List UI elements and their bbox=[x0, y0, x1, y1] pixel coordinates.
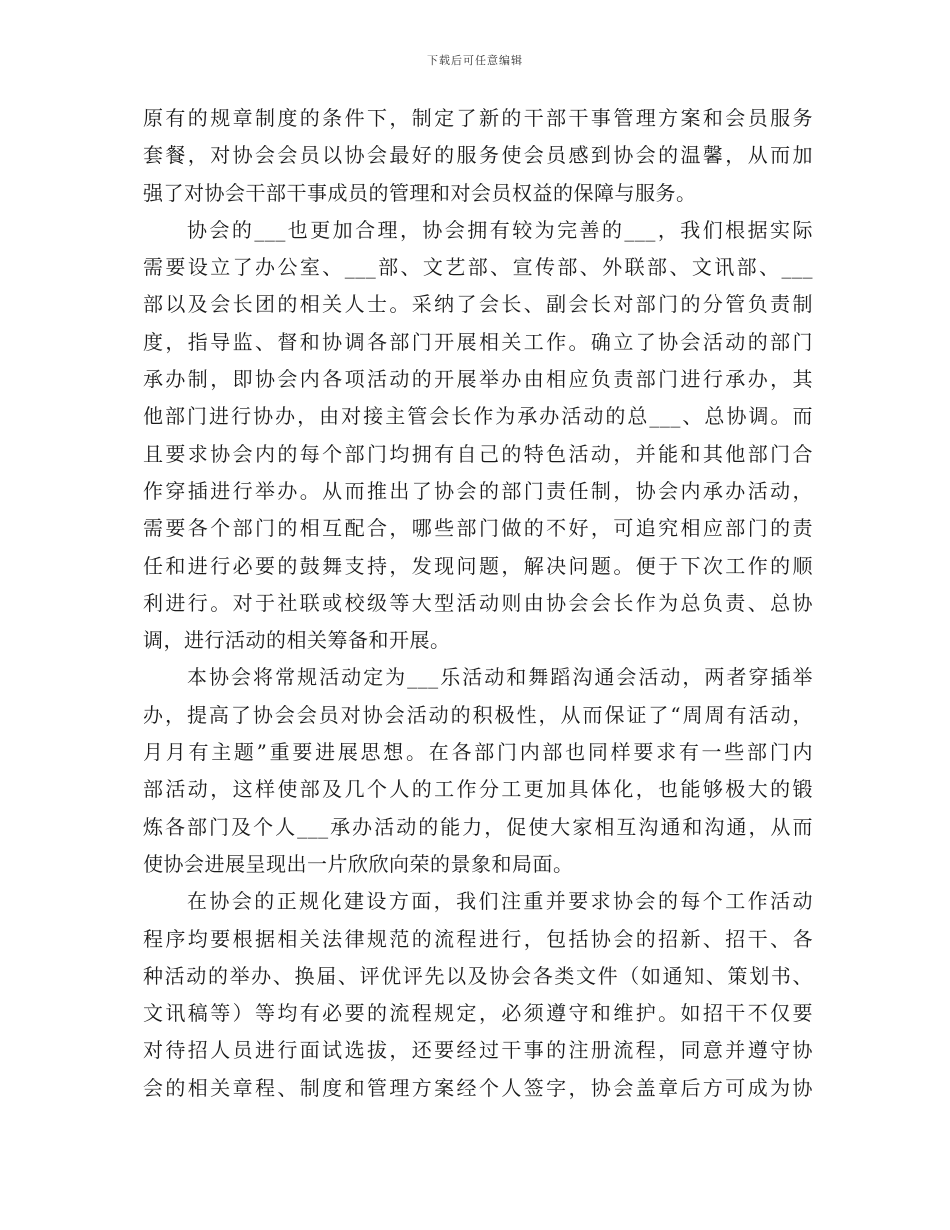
text-line: 利进行。对于社联或校级等大型活动则由协会会长作为总负责、总协 bbox=[143, 590, 813, 615]
text-line: 承办制，即协会内各项活动的开展举办由相应负责部门进行承办，其 bbox=[143, 367, 813, 392]
text-line: 强了对协会干部干事成员的管理和对会员权益的保障与服务。 bbox=[143, 180, 697, 205]
text-line: 文讯稿等）等均有必要的流程规定，必须遵守和维护。如招干不仅要 bbox=[143, 1001, 813, 1026]
text-line: 使协会进展呈现出一片欣欣向荣的景象和局面。 bbox=[143, 851, 574, 876]
text-line: 程序均要根据相关法律规范的流程进行，包括协会的招新、招干、各 bbox=[143, 926, 813, 951]
text-line: 调，进行活动的相关筹备和开展。 bbox=[143, 628, 451, 653]
text-line: 办，提高了协会会员对协会活动的积极性，从而保证了“周周有活动， bbox=[143, 702, 813, 727]
text-line: 他部门进行协办，由对接主管会长作为承办活动的总___、总协调。而 bbox=[143, 404, 813, 429]
text-line: 作穿插进行举办。从而推出了协会的部门责任制，协会内承办活动， bbox=[143, 478, 813, 503]
text-line: 月月有主题”重要进展思想。在各部门内部也同样要求有一些部门内 bbox=[143, 740, 813, 765]
text-line: 本协会将常规活动定为___乐活动和舞蹈沟通会活动，两者穿插举 bbox=[187, 665, 813, 690]
text-line: 种活动的举办、换届、评优评先以及协会各类文件（如通知、策划书、 bbox=[143, 963, 813, 988]
text-line: 炼各部门及个人___承办活动的能力，促使大家相互沟通和沟通，从而 bbox=[143, 814, 813, 839]
document-body bbox=[143, 100, 813, 1107]
text-line: 需要设立了办公室、___部、文艺部、宣传部、外联部、文讯部、___ bbox=[143, 255, 813, 280]
text-line: 在协会的正规化建设方面，我们注重并要求协会的每个工作活动 bbox=[187, 889, 813, 914]
text-line: 需要各个部门的相互配合，哪些部门做的不好，可追究相应部门的责 bbox=[143, 516, 813, 541]
text-line: 原有的规章制度的条件下，制定了新的干部干事管理方案和会员服务 bbox=[143, 106, 813, 130]
text-line: 度，指导监、督和协调各部门开展相关工作。确立了协会活动的部门 bbox=[143, 329, 813, 354]
text-line: 会的相关章程、制度和管理方案经个人签字，协会盖章后方可成为协 bbox=[143, 1075, 813, 1100]
text-line: 部以及会长团的相关人士。采纳了会长、副会长对部门的分管负责制 bbox=[143, 292, 813, 317]
text-line: 对待招人员进行面试选拔，还要经过干事的注册流程，同意并遵守协 bbox=[143, 1038, 813, 1063]
text-line: 协会的___也更加合理，协会拥有较为完善的___，我们根据实际 bbox=[187, 217, 813, 242]
text-line: 部活动，这样使部及几个人的工作分工更加具体化，也能够极大的锻 bbox=[143, 777, 813, 802]
text-line: 且要求协会内的每个部门均拥有自己的特色活动，并能和其他部门合 bbox=[143, 441, 813, 466]
text-line: 任和进行必要的鼓舞支持，发现问题，解决问题。便于下次工作的顺 bbox=[143, 553, 813, 578]
page-header: 下载后可任意编辑 bbox=[427, 54, 523, 67]
text-line: 套餐，对协会会员以协会最好的服务使会员感到协会的温馨，从而加 bbox=[143, 143, 813, 168]
